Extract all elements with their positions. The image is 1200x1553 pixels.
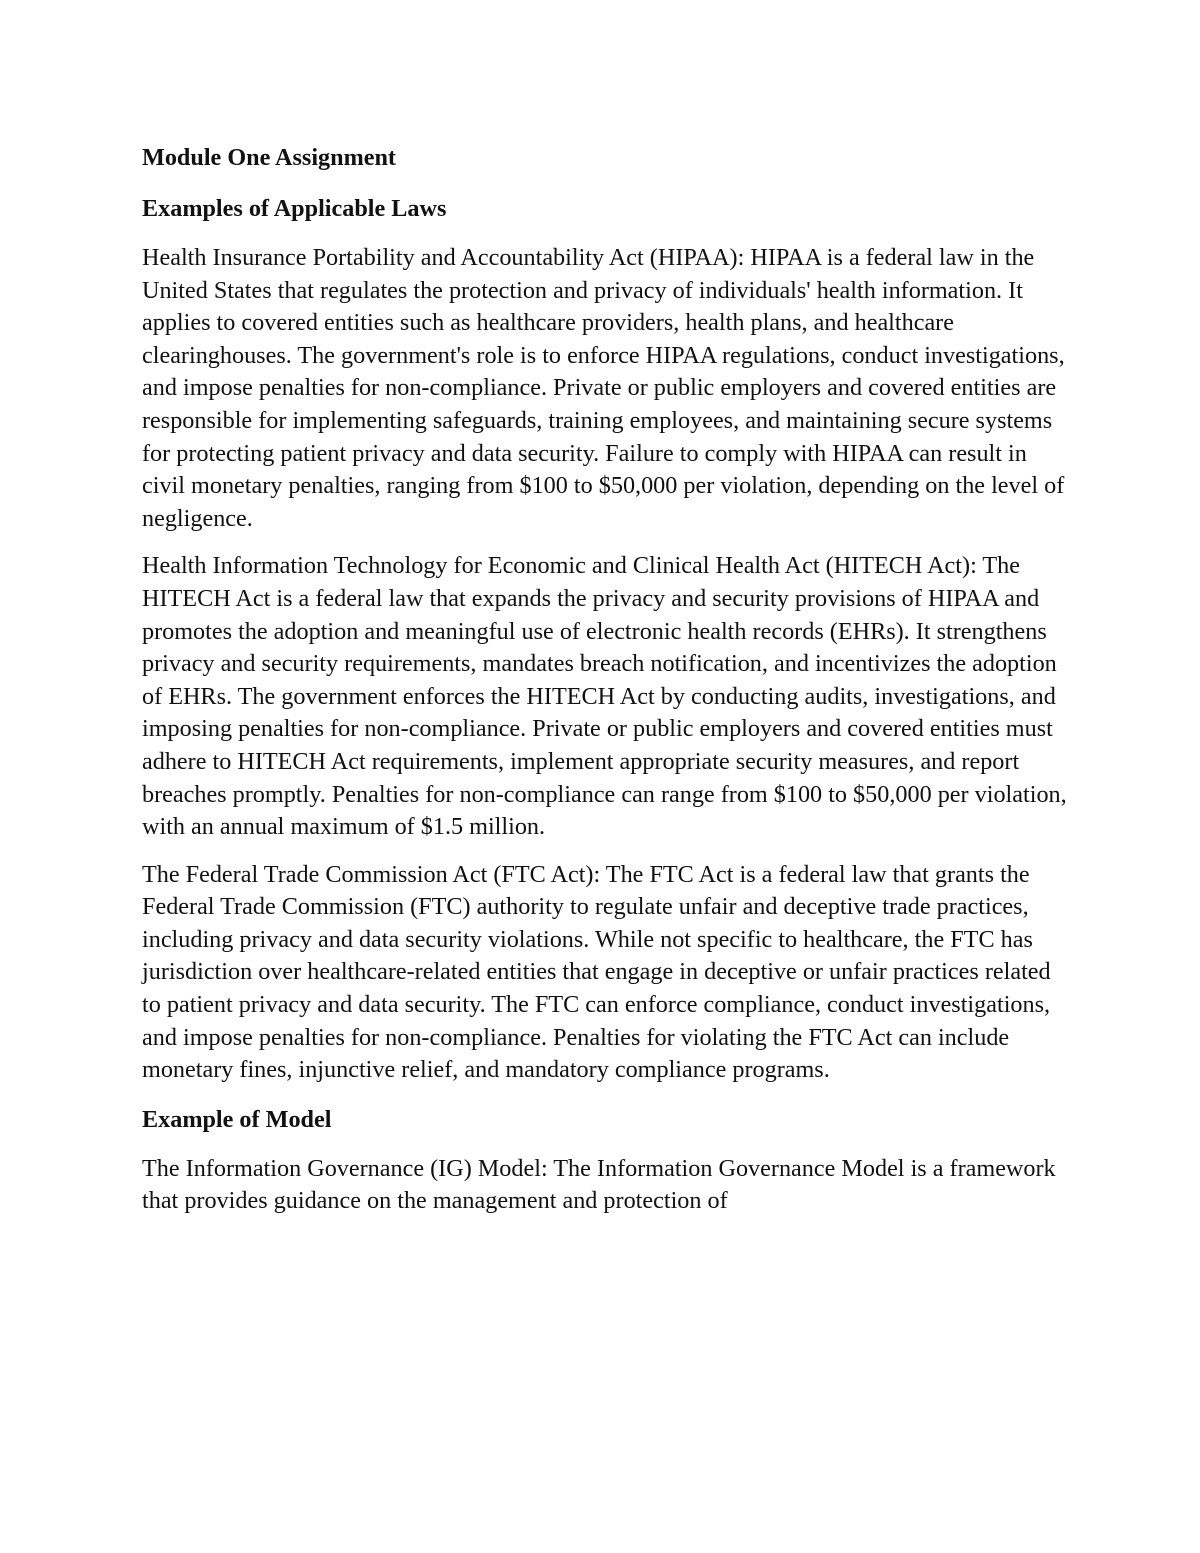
- section-heading-laws: Examples of Applicable Laws: [142, 195, 447, 222]
- paragraph-hipaa: Health Insurance Portability and Accountability Act (HIPAA): HIPAA is a federal law in the United States that regulates the protection and privacy of individuals' health information. It applies to covered entities such as healthcare providers, health plans, and healthcare clearinghouses. The government's role is to enforce HIPAA regulations, conduct investigations, and impose penalties for non-compliance. Private or public employers and covered entities are responsible for implementing safeguards, training employees, and maintaining secure systems for protecting patient privacy and data security. Failure to comply with HIPAA can result in civil monetary penalties, ranging from $100 to $50,000 per violation, depending on the level of negligence.: [142, 244, 1065, 532]
- section-heading-model: Example of Model: [142, 1105, 332, 1133]
- document-page: [142, 140, 1067, 1233]
- paragraph-ig-model: The Information Governance (IG) Model: The Information Governance Model is a framework that provides guidance on the management and protection of: [142, 1154, 1056, 1215]
- paragraph-hitech: Health Information Technology for Economic and Clinical Health Act (HITECH Act): The HITECH Act is a federal law that expands the privacy and security provisions of HIPAA and promotes the adoption and meaningful use of electronic health records (EHRs). It strengthens privacy and security requirements, mandates breach notification, and incentivizes the adoption of EHRs. The government enforces the HITECH Act by conducting audits, investigations, and imposing penalties for non-compliance. Private or public employers and covered entities must adhere to HITECH Act requirements, implement appropriate security measures, and report breaches promptly. Penalties for non-compliance can range from $100 to $50,000 per violation, with an annual maximum of $1.5 million.: [142, 552, 1067, 841]
- document-title: Module One Assignment: [142, 144, 396, 171]
- paragraph-ftc: The Federal Trade Commission Act (FTC Act): The FTC Act is a federal law that grants the Federal Trade Commission (FTC) authority to regulate unfair and deceptive trade practices, including privacy and data security violations. While not specific to healthcare, the FTC has jurisdiction over healthcare-related entities that engage in deceptive or unfair practices related to patient privacy and data security. The FTC can enforce compliance, conduct investigations, and impose penalties for non-compliance. Penalties for violating the FTC Act can include monetary fines, injunctive relief, and mandatory compliance programs.: [142, 860, 1051, 1084]
